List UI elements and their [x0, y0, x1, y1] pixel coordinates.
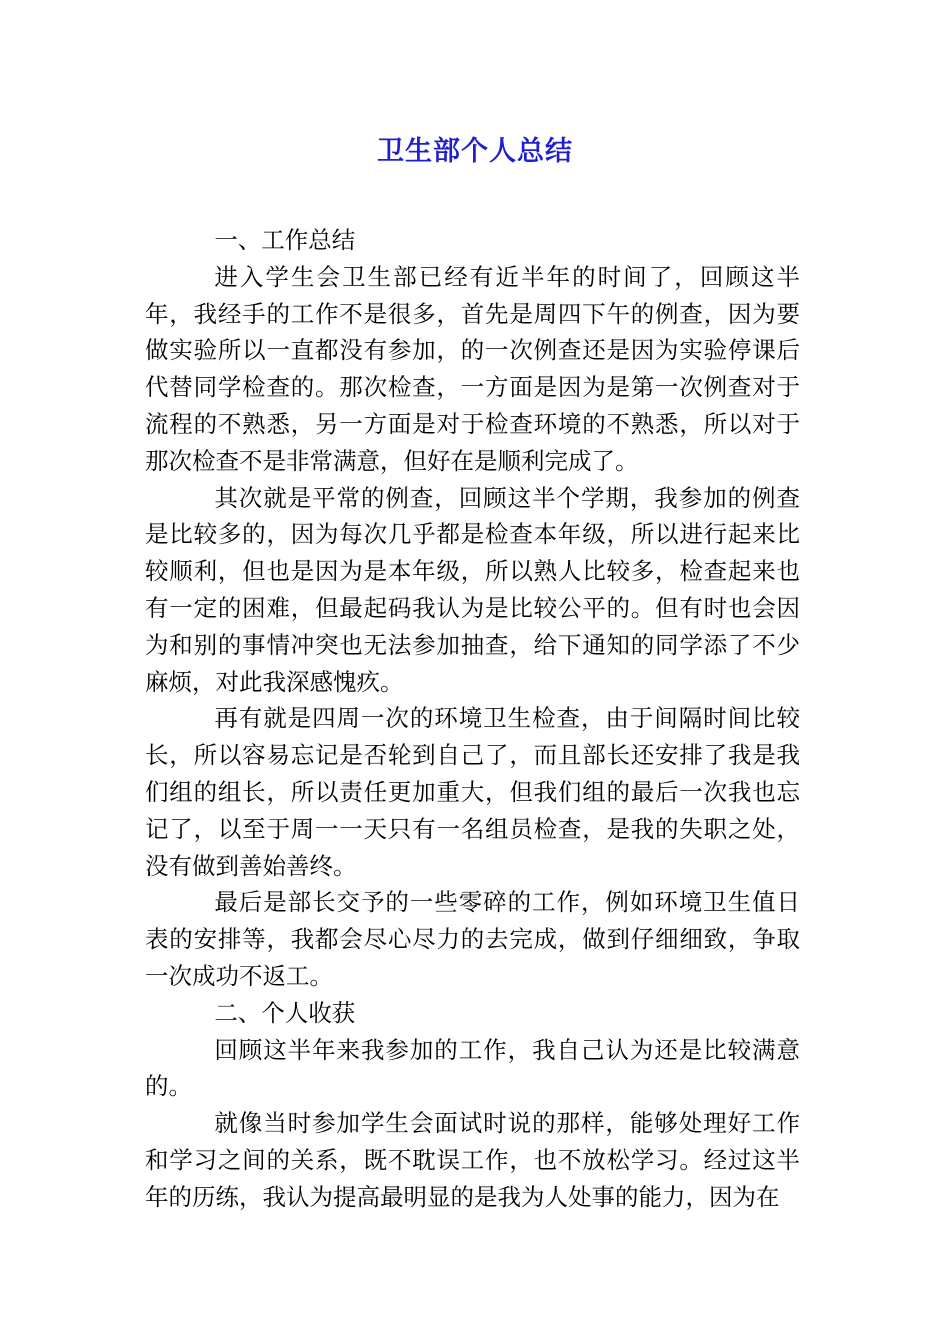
paragraph: 就像当时参加学生会面试时说的那样，能够处理好工作和学习之间的关系，既不耽误工作，也不放松学习。经过这半年的历练，我认为提高最明显的是我为人处事的能力，因为在	[145, 1109, 800, 1211]
paragraph: 回顾这半年来我参加的工作，我自己认为还是比较满意的。	[145, 1035, 800, 1101]
paragraph: 最后是部长交予的一些零碎的工作，例如环境卫生值日表的安排等，我都会尽心尽力的去完成，做到仔细细致，争取一次成功不返工。	[145, 888, 800, 990]
paragraph: 其次就是平常的例查，回顾这半个学期，我参加的例查是比较多的，因为每次几乎都是检查本年级，所以进行起来比较顺利，但也是因为是本年级，所以熟人比较多，检查起来也有一定的困难，但最起码我认为是比较公平的。但有时也会因为和别的事情冲突也无法参加抽查，给下通知的同学添了不少麻烦，对此我深感愧疚。	[145, 483, 800, 696]
paragraph: 再有就是四周一次的环境卫生检查，由于间隔时间比较长，所以容易忘记是否轮到自己了，而且部长还安排了我是我们组的组长，所以责任更加重大，但我们组的最后一次我也忘记了，以至于周一一天只有一名组员检查，是我的失职之处，没有做到善始善终。	[145, 704, 800, 880]
document-body	[145, 222, 800, 1216]
section-heading-work-summary: 一、工作总结	[214, 226, 356, 254]
page-title: 卫生部个人总结	[377, 136, 573, 167]
paragraph: 进入学生会卫生部已经有近半年的时间了，回顾这半年，我经手的工作不是很多，首先是周四下午的例查，因为要做实验所以一直都没有参加，的一次例查还是因为实验停课后代替同学检查的。那次检查，一方面是因为是第一次例查对于流程的不熟悉，另一方面是对于检查环境的不熟悉，所以对于那次检查不是非常满意，但好在是顺利完成了。	[145, 262, 800, 475]
section-heading-personal-gains: 二、个人收获	[214, 998, 356, 1027]
